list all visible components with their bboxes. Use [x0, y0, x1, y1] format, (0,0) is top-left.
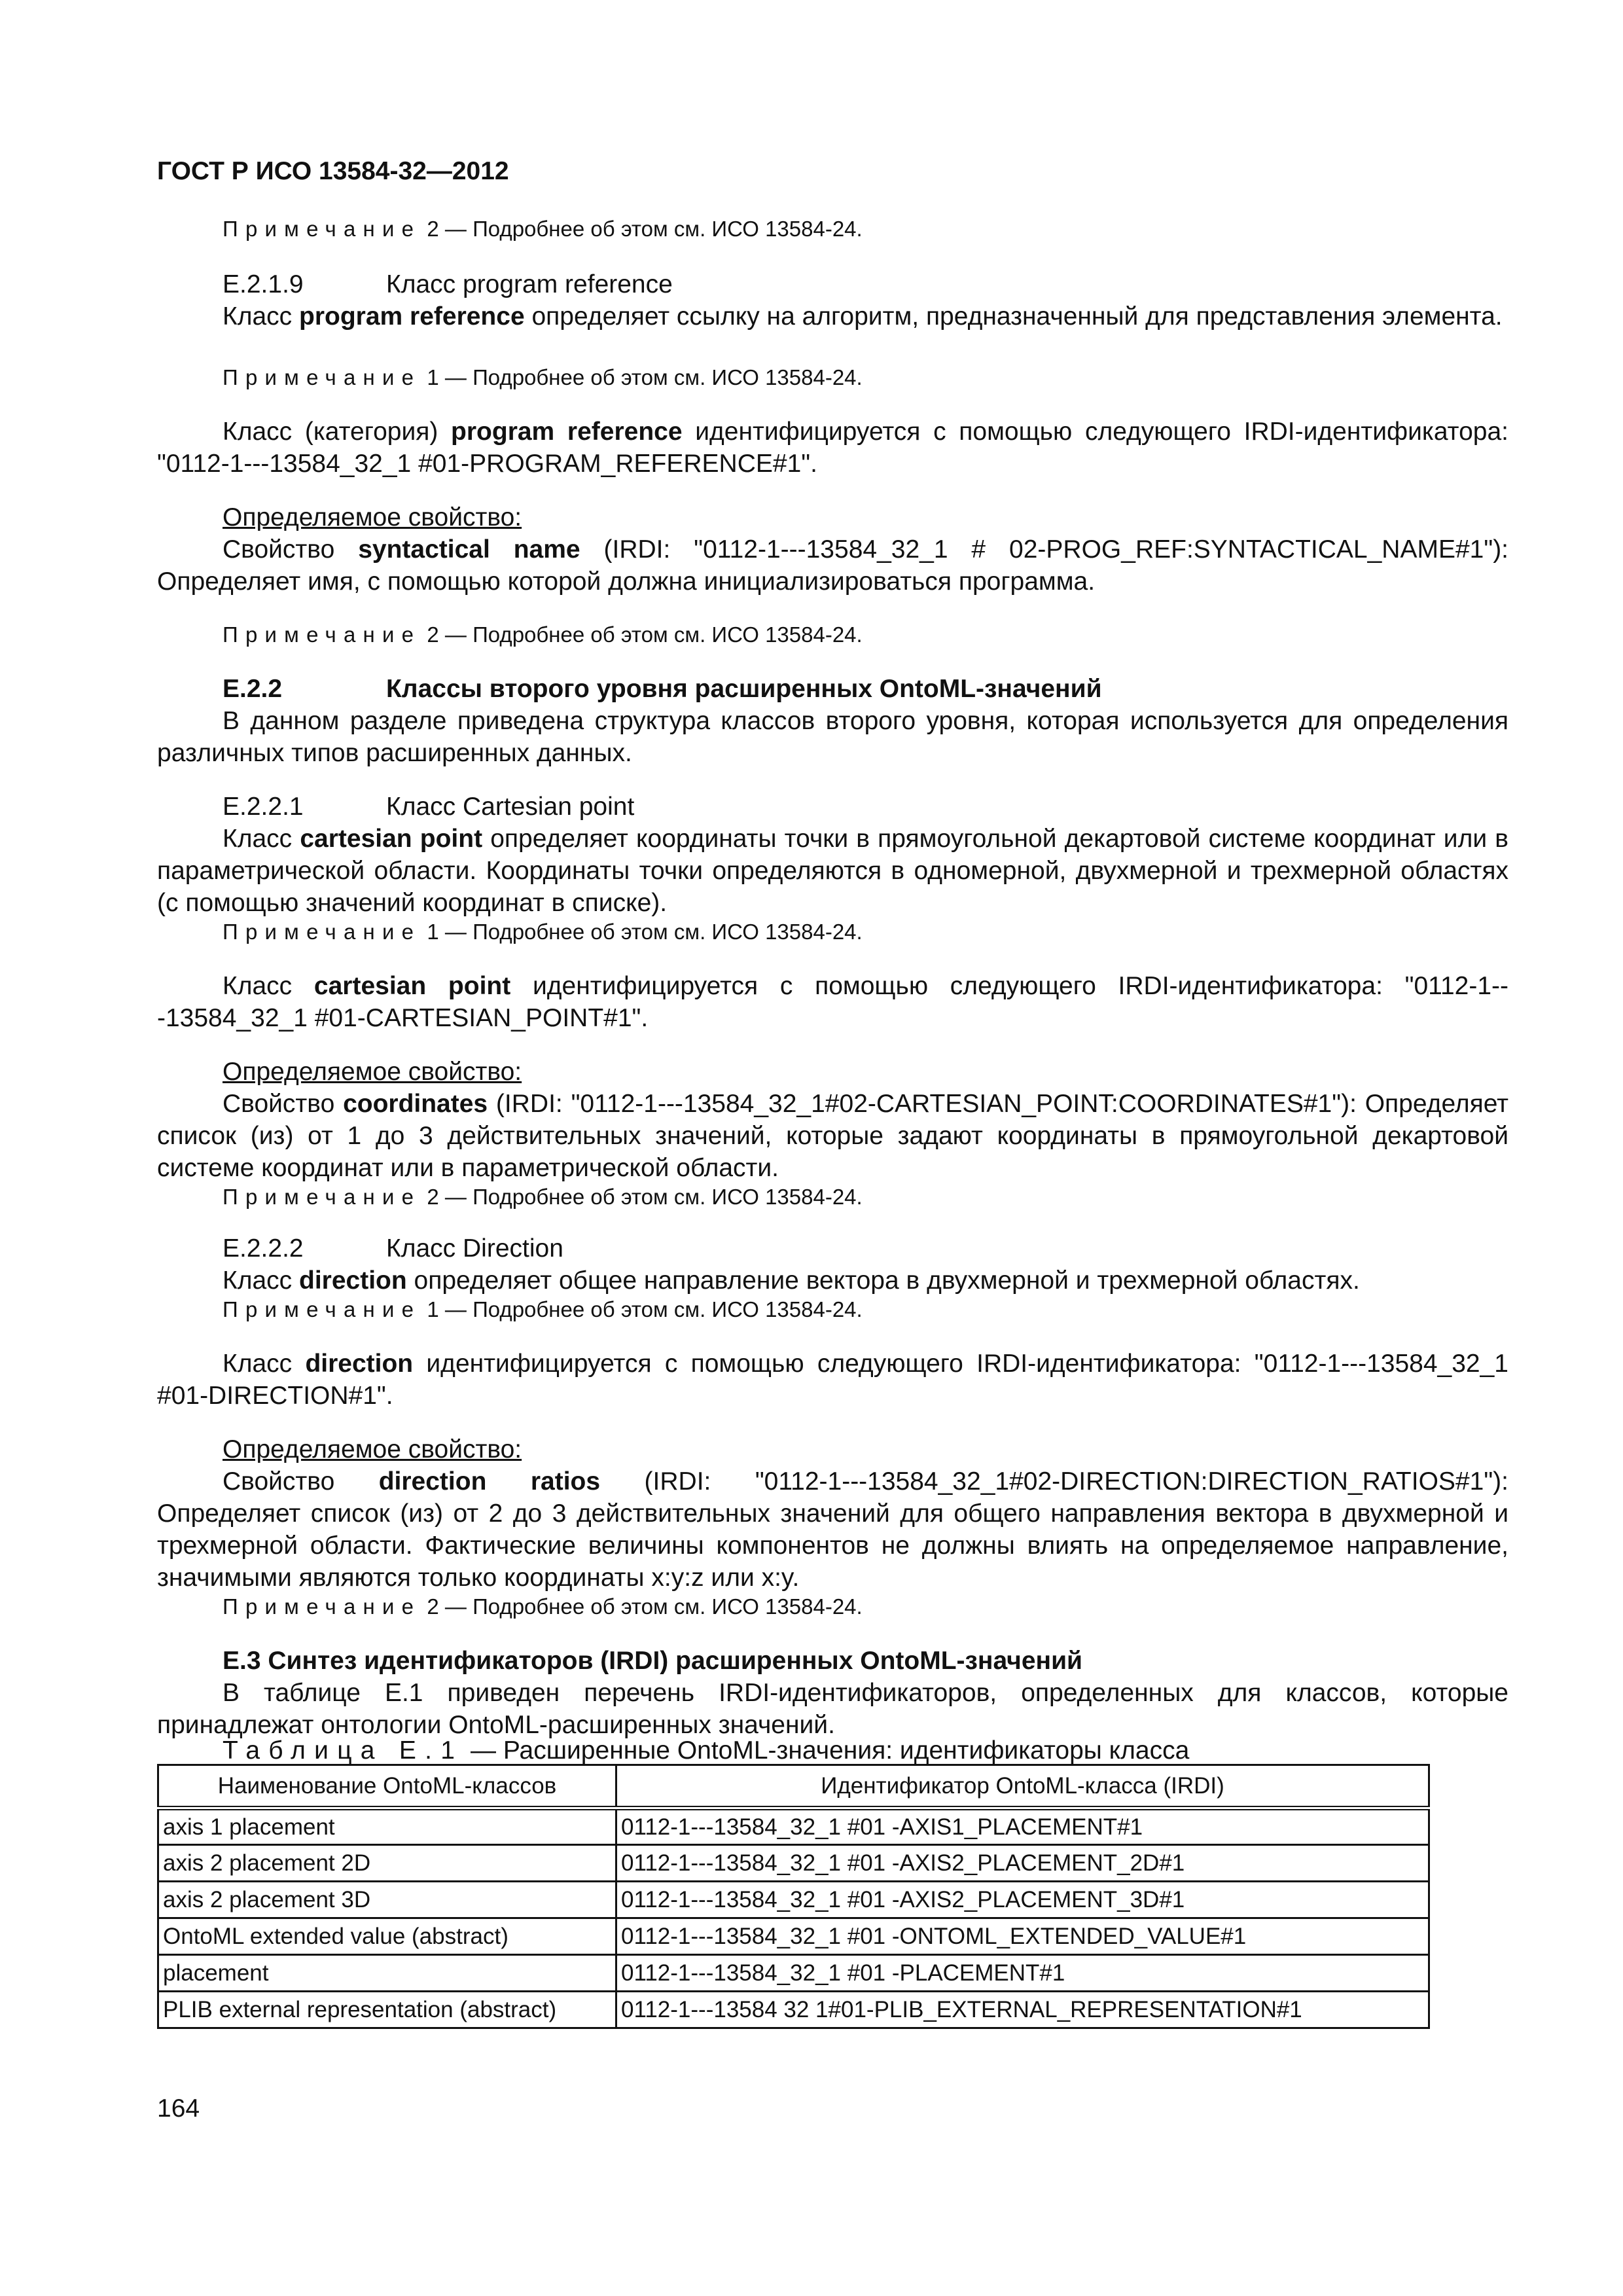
note-1: Примечание 1 — Подробнее об этом см. ИСО 13584-24.	[223, 365, 863, 389]
note-1: Примечание 1 — Подробнее об этом см. ИСО 13584-24.	[223, 1297, 863, 1321]
table-row	[158, 1955, 1429, 1992]
paragraph: Класс direction определяет общее направление вектора в двухмерной и трехмерной областях.	[223, 1266, 1360, 1295]
paragraph: Класс (категория) program reference идентифицируется с помощью следующего IRDI-идентификатора: "0112-1---13584_32_1 #01-PROGRAM_REFERENCE#1".	[157, 418, 1508, 478]
note-1: Примечание 1 — Подробнее об этом см. ИСО 13584-24.	[223, 920, 863, 944]
table-cell: 0112-1---13584_32_1 #01 -ONTOML_EXTENDED_VALUE#1	[616, 1918, 1429, 1955]
table-cell: placement	[158, 1955, 616, 1992]
table-cell: 0112-1---13584_32_1 #01 -PLACEMENT#1	[616, 1955, 1429, 1992]
note-2: Примечание 2 — Подробнее об этом см. ИСО 13584-24.	[223, 1185, 863, 1209]
table-cell: 0112-1---13584_32_1 #01 -AXIS2_PLACEMENT_3D#1	[616, 1882, 1429, 1918]
column-header: Идентификатор OntoML-класса (IRDI)	[616, 1765, 1429, 1808]
note-2: Примечание 2 — Подробнее об этом см. ИСО 13584-24.	[223, 217, 863, 241]
table-cell: PLIB external representation (abstract)	[158, 1992, 616, 2028]
table-row	[158, 1992, 1429, 2028]
section-heading-e222: E.2.2.2 Класс Direction	[223, 1234, 563, 1263]
irdi-table	[157, 1764, 1430, 2029]
paragraph: Класс direction идентифицируется с помощью следующего IRDI-идентификатора: "0112-1---13584_32_1 #01-DIRECTION#1".	[157, 1350, 1508, 1410]
paragraph: В данном разделе приведена структура классов второго уровня, которая используется для определения различных типов расширенных данных.	[157, 707, 1508, 767]
paragraph: В таблице E.1 приведен перечень IRDI-идентификаторов, определенных для классов, которые принадлежат онтологии OntoML-расширенных значений.	[157, 1679, 1508, 1739]
paragraph: Класс cartesian point идентифицируется с помощью следующего IRDI-идентификатора: "0112-1---13584_32_1 #01-CARTESIAN_POINT#1".	[157, 972, 1509, 1032]
table-cell: 0112-1---13584_32_1 #01 -AXIS2_PLACEMENT_2D#1	[616, 1845, 1429, 1882]
paragraph: Свойство syntactical name (IRDI: "0112-1---13584_32_1 # 02-PROG_REF:SYNTACTICAL_NAME#1"): Определяет имя, с помощью которой должна инициализироваться программа.	[157, 535, 1509, 596]
column-header: Наименование OntoML-классов	[158, 1765, 616, 1808]
section-heading-e3: E.3 Синтез идентификаторов (IRDI) расширенных OntoML-значений	[223, 1647, 1083, 1675]
paragraph: Класс program reference определяет ссылку на алгоритм, предназначенный для представления элемента.	[223, 302, 1503, 331]
table-row	[158, 1808, 1429, 1845]
defined-property-label: Определяемое свойство:	[223, 1058, 522, 1086]
table-cell: OntoML extended value (abstract)	[158, 1918, 616, 1955]
defined-property-label: Определяемое свойство:	[223, 503, 522, 531]
table-cell: 0112-1---13584_32_1 #01 -AXIS1_PLACEMENT#1	[616, 1808, 1429, 1845]
section-heading-e219: E.2.1.9 Класс program reference	[223, 270, 673, 298]
table-cell: 0112-1---13584 32 1#01-PLIB_EXTERNAL_REPRESENTATION#1	[616, 1992, 1429, 2028]
section-heading-e221: E.2.2.1 Класс Cartesian point	[223, 793, 635, 821]
table-row	[158, 1845, 1429, 1882]
table-cell: axis 1 placement	[158, 1808, 616, 1845]
note-2: Примечание 2 — Подробнее об этом см. ИСО 13584-24.	[223, 622, 863, 647]
defined-property-label: Определяемое свойство:	[223, 1435, 522, 1463]
table-row	[158, 1918, 1429, 1955]
table-row	[158, 1882, 1429, 1918]
note-label: Примечание	[223, 217, 421, 241]
section-heading-e22: E.2.2 Классы второго уровня расширенных OntoML-значений	[223, 675, 1102, 703]
page-number: 164	[157, 2094, 200, 2123]
paragraph: Свойство direction ratios (IRDI: "0112-1---13584_32_1#02-DIRECTION:DIRECTION_RATIOS#1"): Определяет список (из) от 2 до 3 действительных значений для общего направления вектора в двухмерной и трехмерной области. Фактические величины компонентов не должны влиять на определяемое направление, значимыми являются только координаты x:y:z или x:y.	[157, 1467, 1508, 1592]
table-caption: Таблица E.1 — Расширенные OntoML-значения: идентификаторы класса	[223, 1736, 1190, 1765]
note-2: Примечание 2 — Подробнее об этом см. ИСО 13584-24.	[223, 1594, 863, 1619]
paragraph: Свойство coordinates (IRDI: "0112-1---13584_32_1#02-CARTESIAN_POINT:COORDINATES#1"): Определяет список (из) от 1 до 3 действительных значений, которые задают координаты в прямоугольной декартовой системе координат или в параметрической области.	[157, 1090, 1508, 1182]
document-header: ГОСТ Р ИСО 13584-32—2012	[157, 157, 509, 185]
table-cell: axis 2 placement 3D	[158, 1882, 616, 1918]
paragraph: Класс cartesian point определяет координаты точки в прямоугольной декартовой системе координат или в параметрической области. Координаты точки определяются в одномерной, двухмерной и трехмерной областях (с помощью значений координат в списке).	[157, 825, 1509, 917]
table-cell: axis 2 placement 2D	[158, 1845, 616, 1882]
table-header-row	[158, 1765, 1429, 1808]
